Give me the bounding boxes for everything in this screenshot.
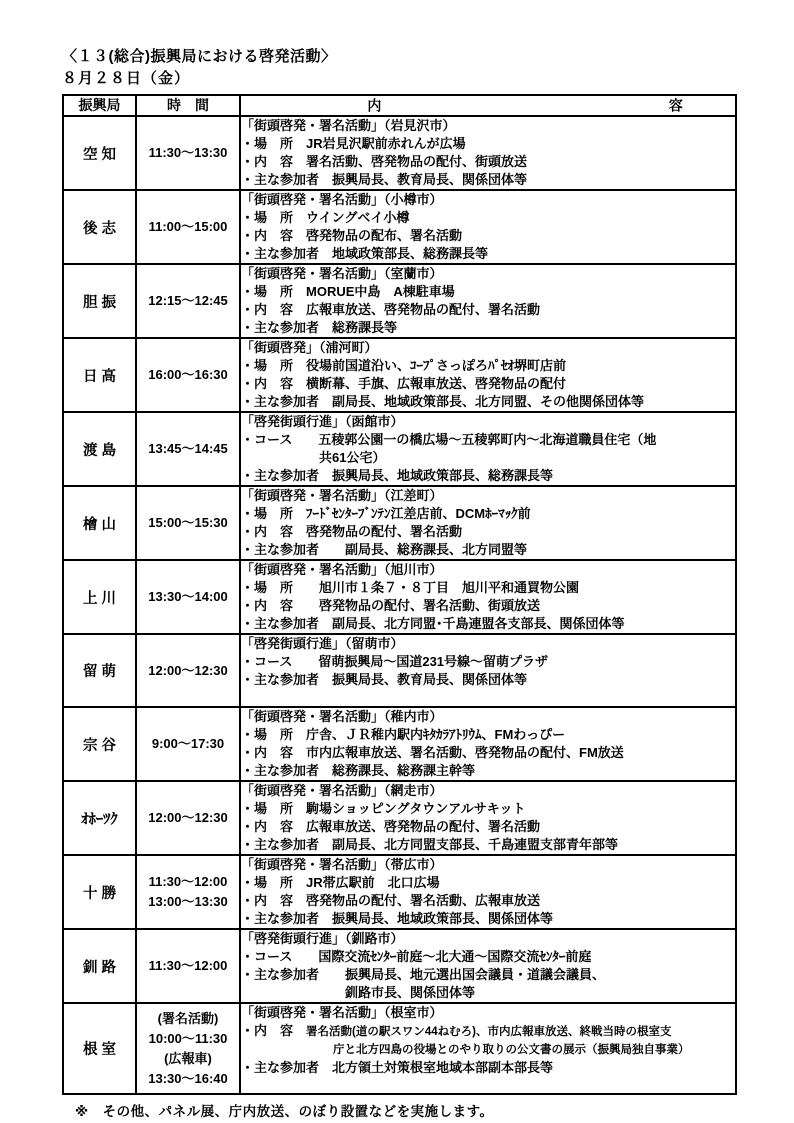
- content-line: ・場 所 駒場ショッピングタウンアルサキット: [241, 801, 526, 816]
- content-line: ・内 容 広報車放送、啓発物品の配付、署名活動: [241, 819, 541, 834]
- content-line: 「街頭啓発・署名活動」（稚内市）: [241, 709, 443, 724]
- header-content: [240, 95, 736, 116]
- bureau-cell: 檜 山: [63, 486, 136, 560]
- page-title: 〈１３(総合)振興局における啓発活動〉: [62, 48, 337, 65]
- content-line: ・主な参加者 地域政策部長、総務課長等: [241, 246, 489, 261]
- bureau-cell: 胆 振: [63, 264, 136, 338]
- content-cell: [240, 707, 736, 781]
- table-row: [63, 486, 736, 560]
- table-row: [63, 338, 736, 412]
- content-line: ・場 所 JR帯広駅前 北口広場: [241, 875, 440, 890]
- content-line: ・内 容 市内広報車放送、署名活動、啓発物品の配付、FM放送: [241, 745, 624, 760]
- table-row: [63, 707, 736, 781]
- content-line: 「街頭啓発・署名活動」（根室市）: [241, 1005, 443, 1020]
- content-cell: [240, 560, 736, 634]
- table-row: [63, 634, 736, 707]
- time-line: 11:30～13:30: [148, 145, 228, 160]
- content-line: ・場 所 役場前国道沿い、ｺｰﾌﾟさっぽろﾊﾟｾｵ堺町店前: [241, 358, 567, 373]
- content-line: ・場 所 旭川市１条７・８丁目 旭川平和通買物公園: [241, 580, 580, 595]
- content-line: 「啓発街頭行進」（留萌市）: [241, 636, 404, 651]
- content-line: ・コース 五稜郭公園一の橋広場～五稜郭町内～北海道職員住宅（地: [241, 432, 657, 447]
- time-line: 15:00～15:30: [148, 515, 228, 530]
- bureau-cell: 上 川: [63, 560, 136, 634]
- content-line: 庁と北方四島の役場とのやり取りの公文書の展示（振興局独自事業）: [241, 1044, 690, 1056]
- bureau-cell: ｵﾎｰﾂｸ: [63, 781, 136, 855]
- content-cell: [240, 929, 736, 1003]
- time-cell: [136, 486, 240, 560]
- content-line: ・主な参加者 振興局長、教育局長、関係団体等: [241, 172, 528, 187]
- content-line: ・場 所 庁舎、ＪＲ稚内駅内ｷﾀｶﾗｱﾄﾘｳﾑ、FMわっぴー: [241, 727, 566, 742]
- content-line: ・場 所 ウイングベイ小樽: [241, 210, 410, 225]
- time-line: 12:00～12:30: [148, 662, 228, 678]
- time-cell: [136, 855, 240, 929]
- content-cell: [240, 486, 736, 560]
- time-cell: [136, 634, 240, 707]
- content-line: ・主な参加者 副局長、地域政策部長、北方同盟、その他関係団体等: [241, 394, 645, 409]
- content-line: ・主な参加者 副局長、北方同盟･千島連盟各支部長、関係団体等: [241, 616, 625, 631]
- time-cell: [136, 707, 240, 781]
- table-row: [63, 190, 736, 264]
- content-line: ・主な参加者 総務課長、総務課主幹等: [241, 763, 476, 778]
- content-line: ・内 容 啓発物品の配付、署名活動、広報車放送: [241, 893, 541, 908]
- bureau-cell: 釧 路: [63, 929, 136, 1003]
- header-content-right-char: 容: [668, 97, 683, 113]
- content-cell: [240, 634, 736, 707]
- content-cell: [240, 264, 736, 338]
- time-line: (広報車): [164, 1050, 212, 1066]
- bureau-cell: 十 勝: [63, 855, 136, 929]
- content-line: ・場 所 ﾌｰﾄﾞｾﾝﾀｰﾌﾞﾝﾃﾝ江差店前、DCMﾎｰﾏｯｸ前: [241, 506, 531, 521]
- content-cell: [240, 855, 736, 929]
- content-line: ・内 容 横断幕、手旗、広報車放送、啓発物品の配付: [241, 376, 567, 391]
- table-row: [63, 781, 736, 855]
- bureau-cell: 渡 島: [63, 412, 136, 486]
- time-cell: [136, 338, 240, 412]
- content-line: 「街頭啓発・署名活動」（網走市）: [241, 783, 443, 798]
- header-time: 時 間: [136, 95, 240, 116]
- content-line: ・内 容 広報車放送、啓発物品の配付、署名活動: [241, 302, 541, 317]
- content-line: ・内 容 啓発物品の配付、署名活動、街頭放送: [241, 598, 541, 613]
- table-row: [63, 412, 736, 486]
- content-line: 「街頭啓発・署名活動」（江差町）: [241, 488, 443, 503]
- time-line: (署名活動): [157, 1010, 219, 1026]
- content-cell: [240, 412, 736, 486]
- bureau-cell: 後 志: [63, 190, 136, 264]
- content-cell: [240, 781, 736, 855]
- content-line: 「街頭啓発・署名活動」（帯広市）: [241, 857, 443, 872]
- time-line: 12:00～12:30: [148, 810, 228, 825]
- content-line: ・主な参加者 副局長、総務課長、北方同盟等: [241, 542, 528, 557]
- bureau-cell: 空 知: [63, 116, 136, 190]
- content-line: 「啓発街頭行進」（釧路市）: [241, 931, 404, 946]
- content-line: ・内 容 署名活動、啓発物品の配付、街頭放送: [241, 154, 528, 169]
- schedule-table: [62, 94, 737, 1095]
- content-line: 共61公宅）: [241, 450, 386, 465]
- bureau-cell: 宗 谷: [63, 707, 136, 781]
- table-body: [63, 116, 736, 1094]
- date-line: ８月２８日（金）: [62, 70, 191, 87]
- time-line: 13:30～14:00: [148, 589, 228, 604]
- bureau-cell: 日 高: [63, 338, 136, 412]
- time-line: 13:30～16:40: [148, 1070, 228, 1086]
- content-line: 「街頭啓発・署名活動」（岩見沢市）: [241, 118, 456, 133]
- table-row: [63, 855, 736, 929]
- time-line: 12:15～12:45: [148, 293, 228, 308]
- content-line: ・場 所 JR岩見沢駅前赤れんが広場: [241, 136, 466, 151]
- header-content-left-char: 内: [367, 97, 382, 113]
- content-line: 「啓発街頭行進」（函館市）: [241, 414, 404, 429]
- bureau-cell: 留 萌: [63, 634, 136, 707]
- table-row: [63, 1003, 736, 1094]
- time-cell: [136, 116, 240, 190]
- time-line: 11:30～12:00: [148, 874, 228, 889]
- table-header: [63, 95, 736, 116]
- time-cell: [136, 190, 240, 264]
- content-line: 釧路市長、関係団体等: [241, 985, 476, 1000]
- time-line: 11:30～12:00: [148, 958, 228, 973]
- content-line: ・主な参加者 総務課長等: [241, 320, 398, 335]
- header-row: [63, 95, 736, 116]
- content-line: 「街頭啓発・署名活動」（室蘭市）: [241, 266, 443, 281]
- content-line: ・主な参加者 振興局長、地域政策部長、総務課長等: [241, 468, 554, 483]
- table-row: [63, 116, 736, 190]
- content-line: ・主な参加者 振興局長、地元選出国会議員・道議会議員、: [241, 967, 606, 982]
- content-line: ・内 容 啓発物品の配布、署名活動: [241, 228, 463, 243]
- content-line: 「街頭啓発」（浦河町）: [241, 340, 378, 355]
- content-line: ・内 容 啓発物品の配付、署名活動: [241, 524, 463, 539]
- content-cell: [240, 1003, 736, 1094]
- header-bureau: 振興局: [63, 95, 136, 116]
- time-line: 11:00～15:00: [148, 219, 228, 234]
- content-line: ・場 所 MORUE中島 A棟駐車場: [241, 284, 455, 299]
- content-cell: [240, 338, 736, 412]
- table-row: [63, 264, 736, 338]
- table-row: [63, 929, 736, 1003]
- time-line: 10:00～11:30: [148, 1030, 228, 1046]
- time-line: 13:00～13:30: [148, 894, 228, 909]
- content-line: 「街頭啓発・署名活動」（小樽市）: [241, 192, 443, 207]
- time-cell: [136, 560, 240, 634]
- time-line: 13:45～14:45: [148, 441, 228, 456]
- time-cell: [136, 1003, 240, 1094]
- content-line: ・コース 留萌振興局～国道231号線～留萌プラザ: [241, 654, 549, 669]
- time-line: 9:00～17:30: [151, 736, 225, 751]
- footnote: ※ その他、パネル展、庁内放送、のぼり設置などを実施します。: [75, 1104, 494, 1119]
- content-cell: [240, 116, 736, 190]
- time-line: 16:00～16:30: [148, 367, 228, 382]
- content-cell: [240, 190, 736, 264]
- table-row: [63, 560, 736, 634]
- bureau-cell: 根 室: [63, 1003, 136, 1094]
- time-cell: [136, 264, 240, 338]
- content-line: ・内 容 署名活動(道の駅スワン44ねむろ)、市内広報車放送、終戦当時の根室支: [241, 1023, 672, 1038]
- content-line: ・主な参加者 振興局長、地域政策部長、関係団体等: [241, 911, 554, 926]
- content-line: ・コース 国際交流ｾﾝﾀｰ前庭～北大通～国際交流ｾﾝﾀｰ前庭: [241, 949, 592, 964]
- time-cell: [136, 412, 240, 486]
- content-line: ・主な参加者 北方領土対策根室地域本部副本部長等: [241, 1060, 554, 1075]
- content-line: ・主な参加者 副局長、北方同盟支部長、千島連盟支部青年部等: [241, 837, 619, 852]
- time-cell: [136, 781, 240, 855]
- time-cell: [136, 929, 240, 1003]
- content-line: 「街頭啓発・署名活動」（旭川市）: [241, 562, 443, 577]
- content-line: ・主な参加者 振興局長、教育局長、関係団体等: [241, 672, 528, 687]
